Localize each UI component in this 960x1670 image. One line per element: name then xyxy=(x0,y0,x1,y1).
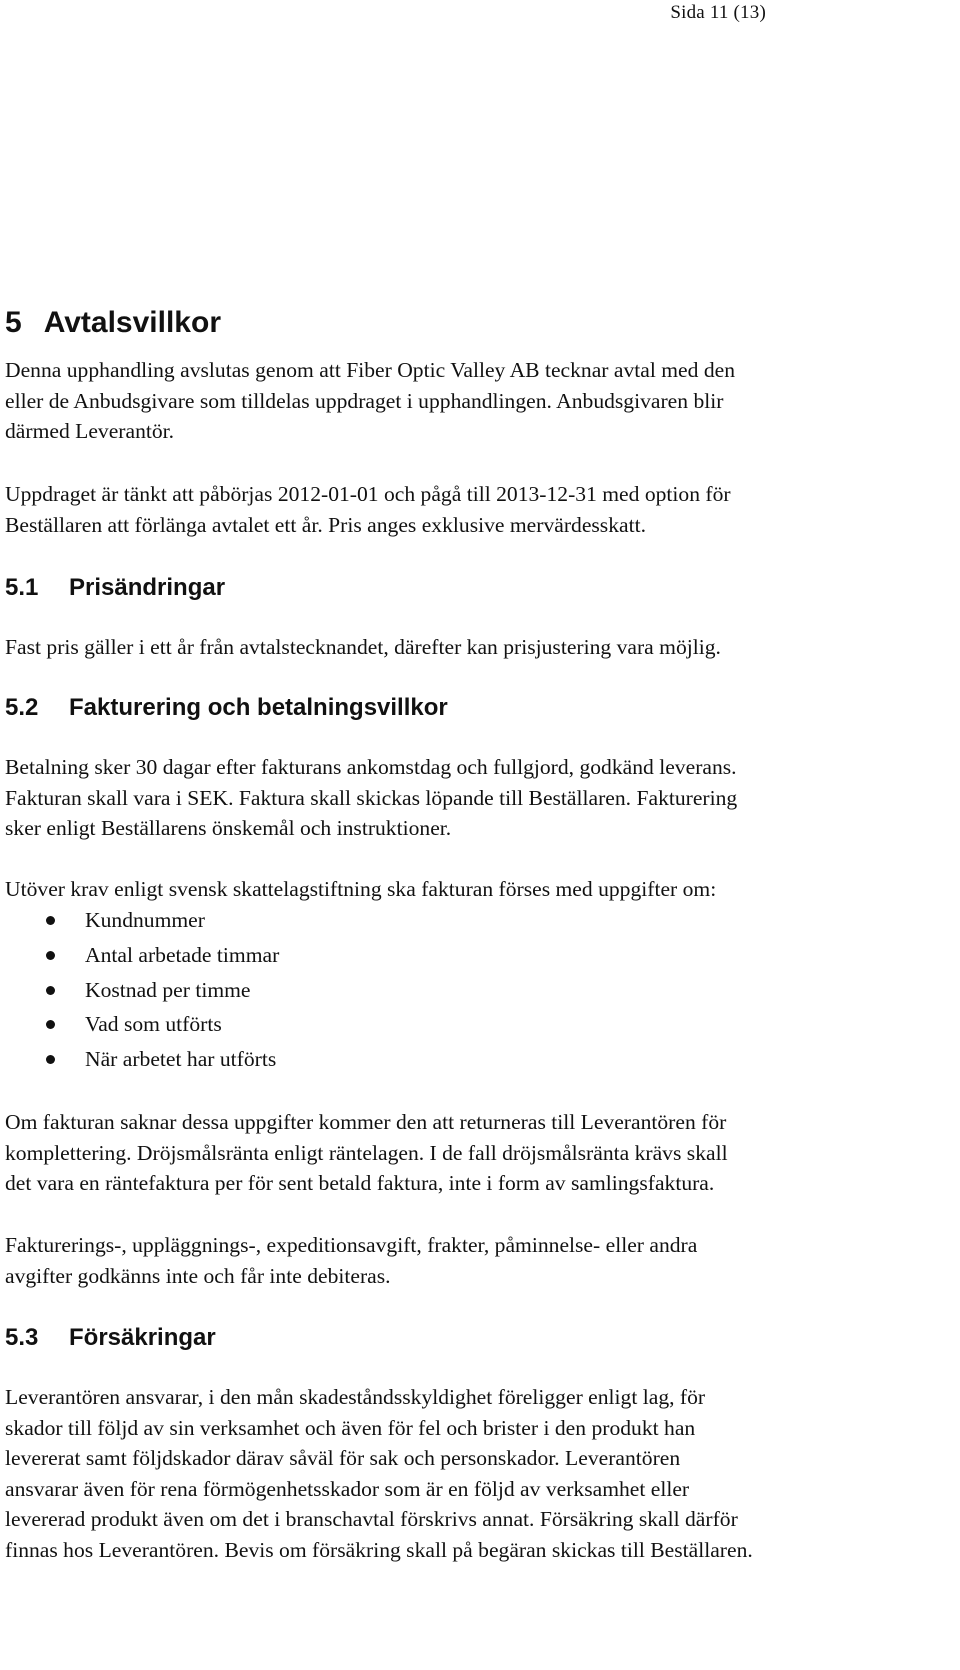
list-item xyxy=(5,1042,279,1077)
list-item-label: Kostnad per timme xyxy=(85,977,251,1002)
bullet-list xyxy=(5,903,279,1077)
paragraph-line: Uppdraget är tänkt att påbörjas 2012-01-01 och pågå till 2013-12-31 med option för xyxy=(5,482,731,506)
paragraph-line: levererat samt följdskador därav såväl för sak och personskador. Leverantören xyxy=(5,1446,681,1470)
subsection-heading xyxy=(5,572,225,604)
subsection-number: 5.2 xyxy=(5,694,39,721)
paragraph-line: Utöver krav enligt svensk skattelagstiftning ska fakturan förses med uppgifter om: xyxy=(5,877,717,901)
bullet-icon xyxy=(46,951,55,960)
paragraph-line: Fakturan skall vara i SEK. Faktura skall skickas löpande till Beställaren. Fakturering xyxy=(5,785,738,810)
list-item xyxy=(5,973,279,1008)
paragraph xyxy=(5,355,955,447)
list-item-label: Kundnummer xyxy=(85,908,205,932)
list-item-label: När arbetet har utförts xyxy=(85,1047,277,1072)
paragraph xyxy=(5,1107,955,1199)
paragraph-line: avgifter godkänns inte och får inte debiteras. xyxy=(5,1263,391,1288)
bullet-icon xyxy=(46,1020,55,1029)
subsection-heading xyxy=(5,1322,216,1354)
section-heading xyxy=(5,303,221,343)
section-title: Avtalsvillkor xyxy=(43,306,221,339)
paragraph-line: Denna upphandling avslutas genom att Fiber Optic Valley AB tecknar avtal med den xyxy=(5,358,736,382)
subsection-number: 5.3 xyxy=(5,1324,39,1351)
paragraph-line: skador till följd av sin verksamhet och även för fel och brister i den produkt han xyxy=(5,1415,696,1440)
paragraph xyxy=(5,874,955,905)
paragraph-line: eller de Anbudsgivare som tilldelas uppdraget i upphandlingen. Anbudsgivaren blir xyxy=(5,388,724,413)
paragraph-line: Fast pris gäller i ett år från avtalstecknandet, därefter kan prisjustering vara möjlig. xyxy=(5,635,721,659)
paragraph-line: Fakturerings-, uppläggnings-, expeditionsavgift, frakter, påminnelse- eller andra xyxy=(5,1233,698,1257)
list-item xyxy=(5,903,279,938)
subsection-heading xyxy=(5,692,448,724)
bullet-icon xyxy=(46,1055,55,1064)
paragraph-line: Leverantören ansvarar, i den mån skadeståndsskyldighet föreligger enligt lag, för xyxy=(5,1385,706,1409)
paragraph xyxy=(5,479,955,540)
subsection-title: Prisändringar xyxy=(69,574,226,601)
paragraph-line: komplettering. Dröjsmålsränta enligt räntelagen. I de fall dröjsmålsränta krävs skall xyxy=(5,1140,728,1165)
list-item xyxy=(5,938,279,973)
paragraph-line: ansvarar även för rena förmögenhetsskador som är en följd av verksamhet eller xyxy=(5,1476,690,1501)
list-item-label: Vad som utförts xyxy=(85,1012,222,1037)
paragraph-line: det vara en räntefaktura per för sent betald faktura, inte i form av samlingsfaktura. xyxy=(5,1171,715,1195)
subsection-number: 5.1 xyxy=(5,574,39,601)
page-number: Sida 11 (13) xyxy=(670,2,766,23)
paragraph-line: Betalning sker 30 dagar efter fakturans ankomstdag och fullgjord, godkänd leverans. xyxy=(5,755,737,779)
list-item xyxy=(5,1007,279,1042)
bullet-icon xyxy=(46,916,55,925)
paragraph xyxy=(5,632,955,663)
section-number: 5 xyxy=(5,306,22,339)
paragraph-line: Beställaren att förlänga avtalet ett år. Pris anges exklusive mervärdesskatt. xyxy=(5,512,646,537)
paragraph xyxy=(5,752,955,844)
paragraph-line: finnas hos Leverantören. Bevis om försäkring skall på begäran skickas till Beställaren. xyxy=(5,1537,753,1562)
subsection-title: Försäkringar xyxy=(69,1324,216,1351)
paragraph-line: därmed Leverantör. xyxy=(5,419,175,443)
paragraph xyxy=(5,1382,955,1565)
list-item-label: Antal arbetade timmar xyxy=(85,942,280,967)
subsection-title: Fakturering och betalningsvillkor xyxy=(69,694,448,721)
bullet-icon xyxy=(46,986,55,995)
paragraph-line: sker enligt Beställarens önskemål och instruktioner. xyxy=(5,816,452,840)
paragraph xyxy=(5,1230,955,1291)
paragraph-line: levererad produkt även om det i branschavtal förskrivs annat. Försäkring skall därför xyxy=(5,1507,738,1531)
paragraph-line: Om fakturan saknar dessa uppgifter kommer den att returneras till Leverantören för xyxy=(5,1110,727,1134)
